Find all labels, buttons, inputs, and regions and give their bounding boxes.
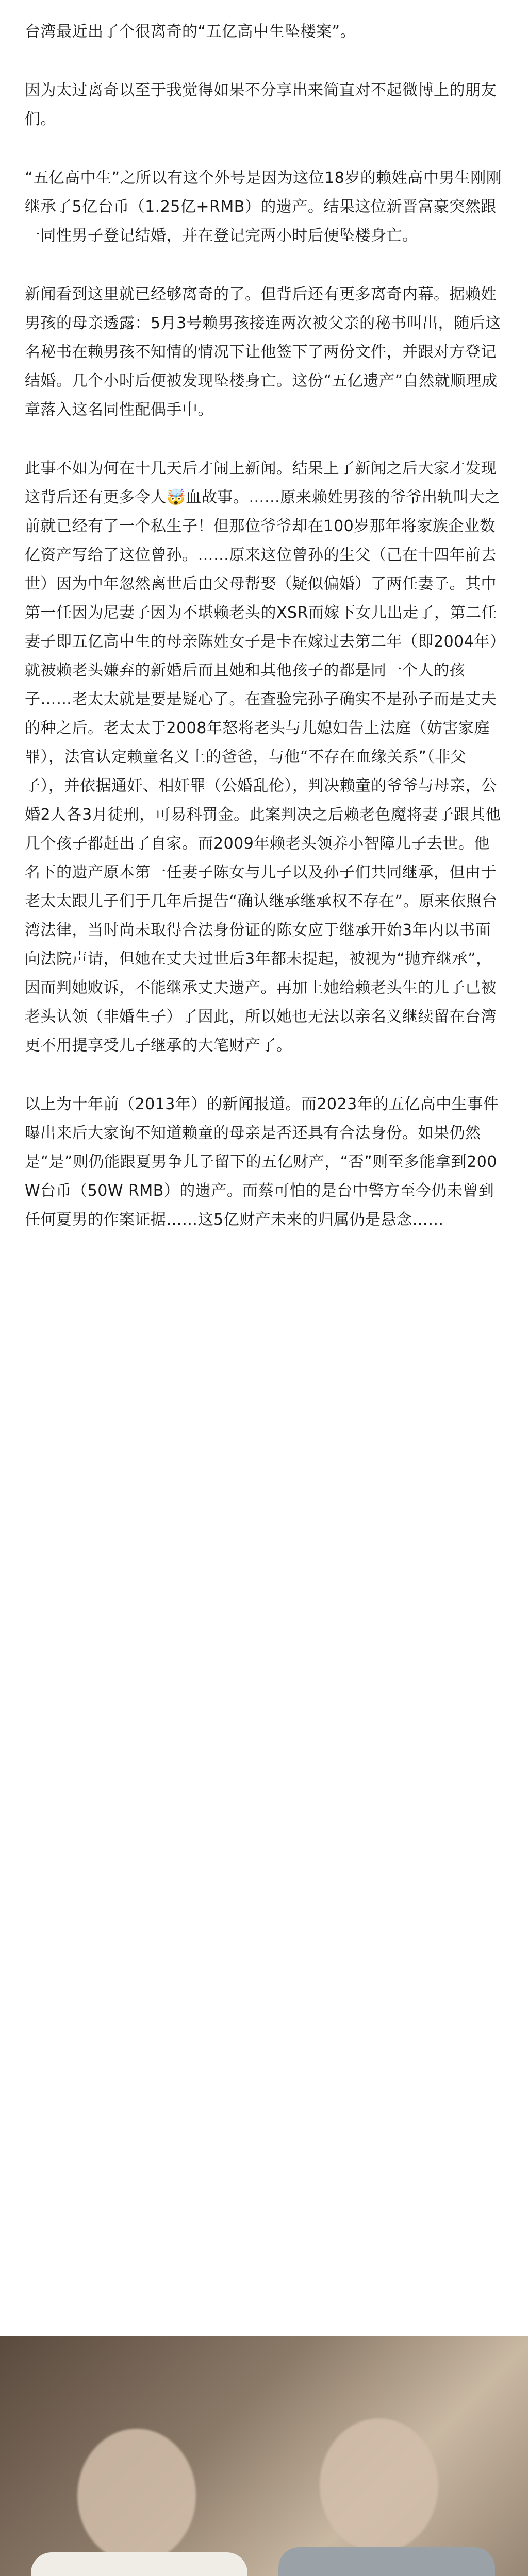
elderly-man-body: [31, 2552, 248, 2576]
elderly-man-face: [77, 2429, 196, 2563]
article-paragraph: 因为太过离奇以至于我觉得如果不分享出来简直对不起微博上的朋友们。: [25, 81, 497, 128]
article-paragraph: “五亿高中生”之所以有这个外号是因为这位18岁的赖姓高中男生刚刚继承了5亿台币（1.25亿+RMB）的遗产。结果这位新晋富豪突然跟一同性男子登记结婚，并在登记完两小时后便坠楼身亡。: [25, 169, 502, 245]
article-body: [0, 0, 528, 1234]
family-photo: [0, 2336, 528, 2576]
article-paragraph: 新闻看到这里就已经够离奇的了。但背后还有更多离奇内幕。据赖姓男孩的母亲透露：5月3号赖男孩接连两次被父亲的秘书叫出，随后这名秘书在赖男孩不知情的情况下让他签下了两份文件，并跟对方登记结婚。几个小时后便被发现坠楼身亡。这份“五亿遗产”自然就顺理成章落入这名同性配偶手中。: [25, 285, 501, 419]
article-paragraph: 以上为十年前（2013年）的新闻报道。而2023年的五亿高中生事件曝出来后大家询不知道赖童的母亲是否还具有合法身份。如果仍然是“是”则仍能跟夏男争儿子留下的五亿财产，“否”则至多能拿到200W台币（50W RMB）的遗产。而蔡可怕的是台中警方至今仍未曾到任何夏男的作案证据……这5亿财产未来的归属仍是悬念……: [25, 1095, 499, 1229]
article-paragraph: 台湾最近出了个很离奇的“五亿高中生坠楼案”。: [25, 23, 356, 41]
young-man-body: [278, 2547, 495, 2576]
young-man-face-blurred: [320, 2418, 438, 2552]
article-paragraph: 此事不如为何在十几天后才闹上新闻。结果上了新闻之后大家才发现这背后还有更多令人🤯血故事。……原来赖姓男孩的爷爷出轨叫大之前就已经有了一个私生子！但那位爷爷却在100岁那年将家族企业数亿资产写给了这位曾孙。……原来这位曾孙的生父（己在十四年前去世）因为中年忽然离世后由父母帮娶（疑似偏婚）了两任妻子。其中第一任因为尼妻子因为不堪赖老头的XSR而嫁下女儿出走了，第二任妻子即五亿高中生的母亲陈姓女子是卡在嫁过去第二年（即2004年）就被赖老头嫌弃的新婚后而且她和其他孩子的都是同一个人的孩子……老太太就是要是疑心了。在查验完孙子确实不是孙子而是丈夫的种之后。老太太于2008年怒将老头与儿媳妇告上法庭（妨害家庭罪），法官认定赖童名义上的爸爸，与他“不存在血缘关系”（非父子），并依据通奸、相奸罪（公婚乱伦），判决赖童的爷爷与母亲，公婚2人各3月徒刑，可易科罚金。此案判决之后赖老色魔将妻子跟其他几个孩子都赶出了自家。而2009年赖老头领养小智障儿子去世。他名下的遗产原本第一任妻子陈女与儿子以及孙子们共同继承，但由于老太太跟儿子们于几年后提告“确认继承继承权不存在”。原来依照台湾法律，当时尚未取得合法身份证的陈女应于继承开始3年内以书面向法院声请，但她在丈夫过世后3年都未提起，被视为“抛弃继承”，因而判她败诉，不能继承丈夫遗产。再加上她给赖老头生的儿子已被老头认领（非婚生子）了因此，所以她也无法以亲名义继续留在台湾更不用提享受儿子继承的大笔财产了。: [25, 460, 501, 1055]
